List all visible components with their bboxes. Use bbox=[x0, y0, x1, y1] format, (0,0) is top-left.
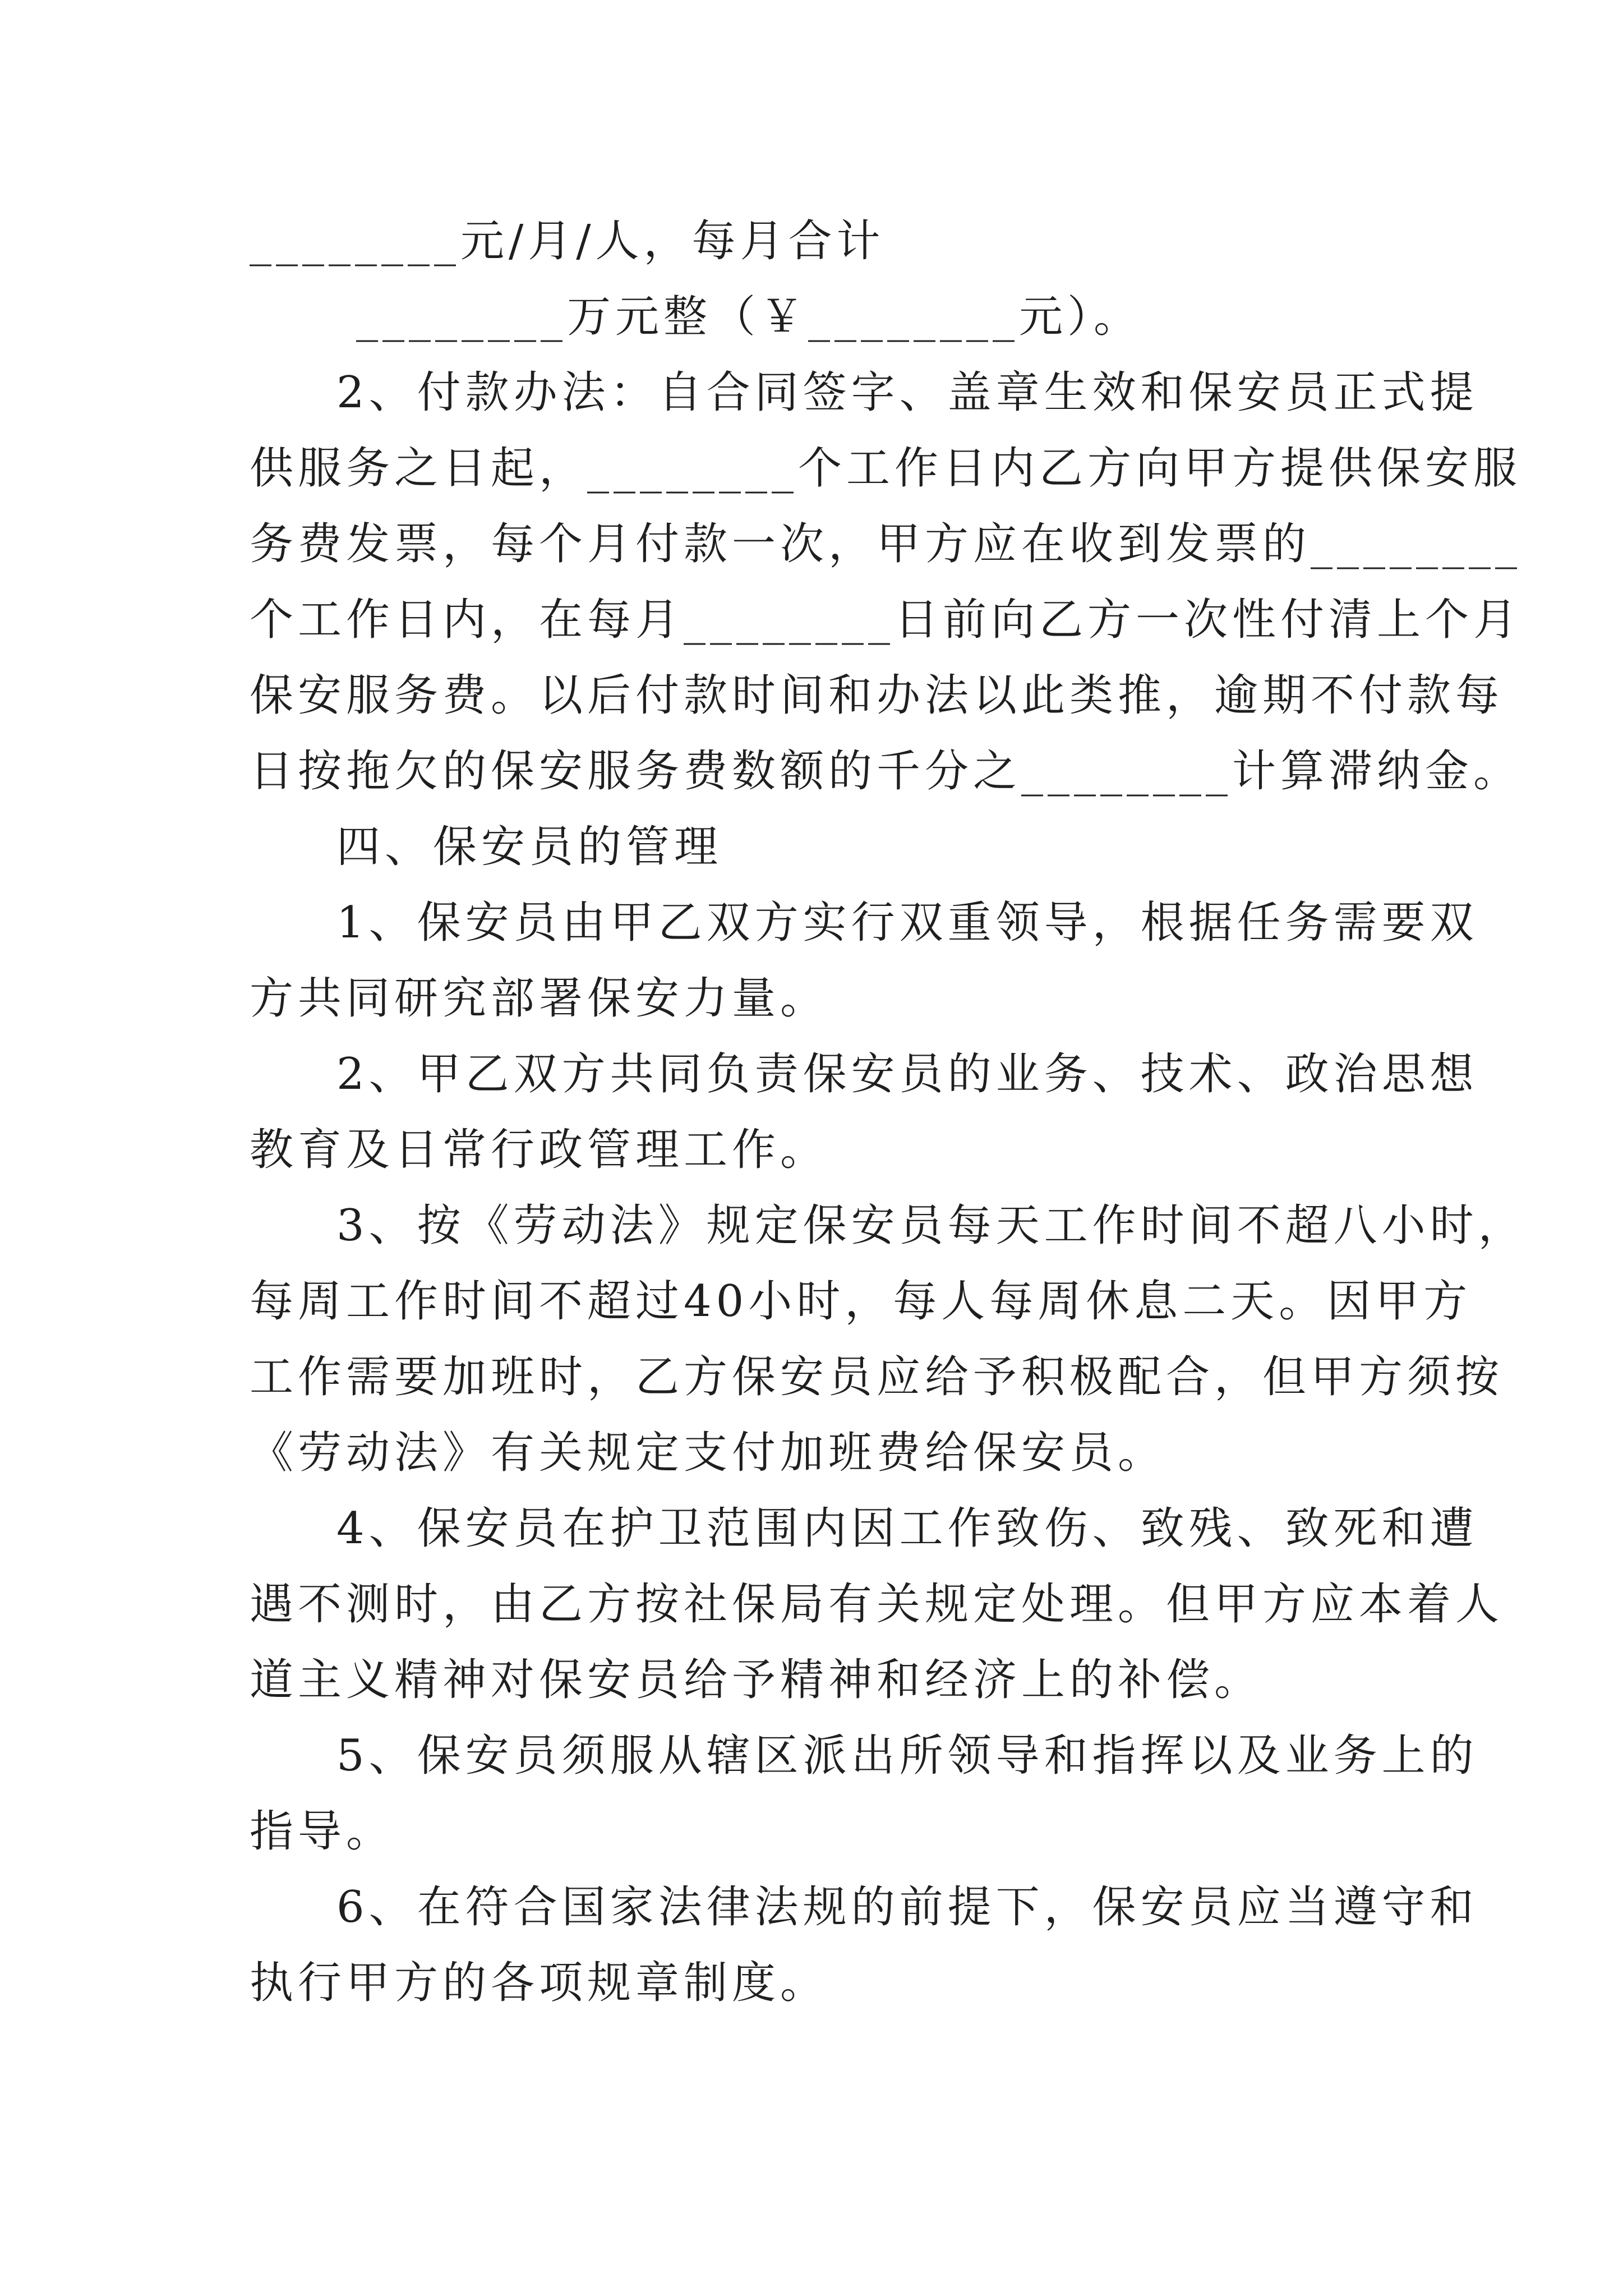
text-line: 日按拖欠的保安服务费数额的千分之________计算滞纳金。 bbox=[250, 746, 1522, 797]
section-heading: 四、保安员的管理 bbox=[336, 822, 723, 872]
text-line: 工作需要加班时，乙方保安员应给予积极配合，但甲方须按 bbox=[250, 1352, 1504, 1402]
text-line-clause-5: 5、保安员须服从辖区派出所领导和指挥以及业务上的 bbox=[336, 1731, 1478, 1781]
text-line-clause-4: 4、保安员在护卫范围内因工作致伤、致残、致死和遭 bbox=[336, 1503, 1478, 1554]
text-line: 供服务之日起，________个工作日内乙方向甲方提供保安服 bbox=[250, 443, 1522, 494]
text-line-clause-3: 3、按《劳动法》规定保安员每天工作时间不超八小时， bbox=[336, 1200, 1527, 1251]
text-line: 教育及日常行政管理工作。 bbox=[250, 1125, 829, 1175]
text-line: 务费发票，每个月付款一次，甲方应在收到发票的________ bbox=[250, 519, 1522, 569]
text-line: 方共同研究部署保安力量。 bbox=[250, 973, 829, 1024]
text-line-clause-2: 2、甲乙双方共同负责保安员的业务、技术、政治思想 bbox=[336, 1049, 1478, 1099]
text-line: 道主义精神对保安员给予精神和经济上的补偿。 bbox=[250, 1655, 1263, 1705]
text-line-amount-per-person: ________元/月/人，每月合计 bbox=[250, 216, 885, 266]
text-line-monthly-total: ________万元整（￥________元）。 bbox=[356, 292, 1142, 342]
text-line-clause-6: 6、在符合国家法律法规的前提下，保安员应当遵守和 bbox=[336, 1882, 1478, 1932]
text-line: 每周工作时间不超过40小时，每人每周休息二天。因甲方 bbox=[250, 1276, 1472, 1327]
text-line: 保安服务费。以后付款时间和办法以此类推，逾期不付款每 bbox=[250, 670, 1504, 721]
text-line: 指导。 bbox=[250, 1806, 395, 1857]
text-line: 遇不测时，由乙方按社保局有关规定处理。但甲方应本着人 bbox=[250, 1579, 1504, 1630]
text-line-payment-method: 2、付款办法：自合同签字、盖章生效和保安员正式提 bbox=[336, 367, 1478, 418]
text-line: 《劳动法》有关规定支付加班费给保安员。 bbox=[250, 1428, 1166, 1478]
text-line: 执行甲方的各项规章制度。 bbox=[250, 1958, 829, 2008]
text-line: 个工作日内，在每月________日前向乙方一次性付清上个月 bbox=[250, 595, 1522, 645]
text-line-clause-1: 1、保安员由甲乙双方实行双重领导，根据任务需要双 bbox=[336, 898, 1478, 948]
